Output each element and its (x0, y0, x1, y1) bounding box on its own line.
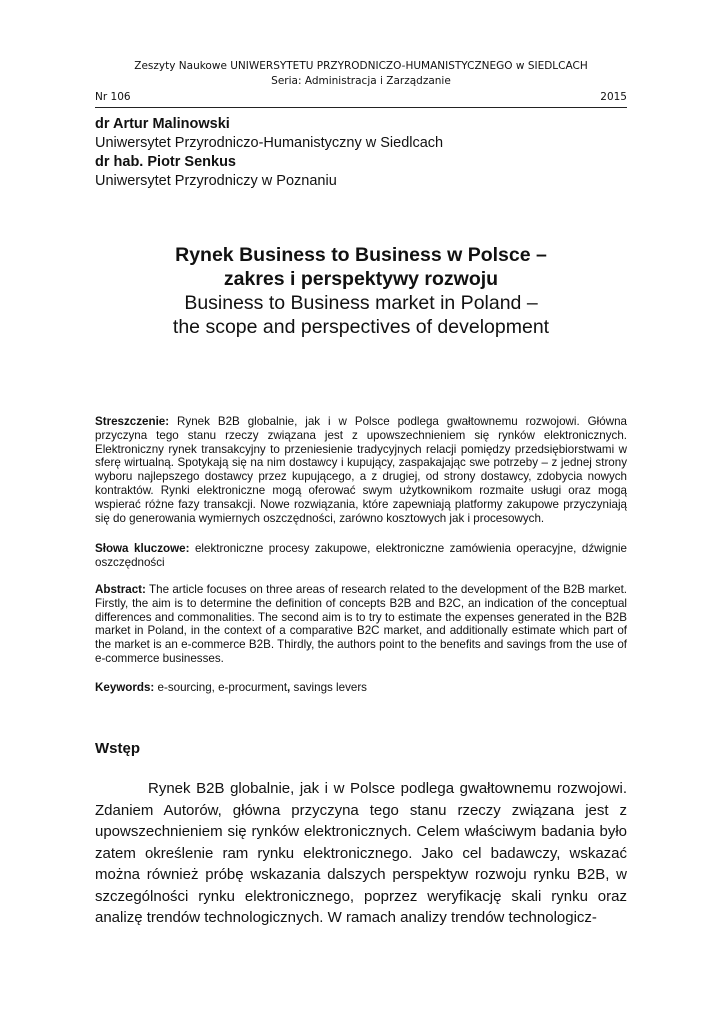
author-name: dr hab. Piotr Senkus (95, 154, 236, 170)
issue-year: 2015 (600, 91, 627, 103)
abstract-en (95, 583, 627, 666)
abstract-pl-label: Streszczenie: (95, 415, 170, 428)
title-pl-line: Rynek Business to Business w Polsce – (175, 244, 547, 266)
journal-series: Seria: Administracja i Zarządzanie (271, 75, 451, 87)
header-divider (95, 107, 627, 108)
keywords-en-item: e-sourcing, e-procurment (157, 681, 288, 694)
intro-paragraph: Rynek B2B globalnie, jak i w Polsce podlega gwałtownemu rozwojowi. Zdaniem Autorów, główna przyczyna tego stanu rzeczy związana jest z upowszechnieniem się rynków elektronicznych. Celem właściwym badania było zatem określenie ram rynku elektronicznego. Jako cel badawczy, wskazać można również próbę wskazania dalszych perspektyw rozwoju rynku B2B, w szczególności rynku elektronicznego, poprzez weryfikację skali rynku oraz analizę trendów technologicznych. W ramach analizy trendów technologicz- (95, 780, 627, 926)
issue-meta (95, 90, 627, 104)
journal-header (95, 59, 627, 89)
issue-number: Nr 106 (95, 91, 131, 103)
author-list (95, 115, 627, 191)
author-name: dr Artur Malinowski (95, 116, 230, 132)
paper-title (95, 243, 627, 339)
title-en-line: the scope and perspectives of development (172, 316, 550, 338)
keywords-pl-text: elektroniczne procesy zakupowe, elektroniczne zamówienia operacyjne, dźwignie oszczędności (95, 542, 627, 569)
keywords-pl (95, 542, 627, 570)
author-affiliation: Uniwersytet Przyrodniczy w Poznaniu (95, 173, 337, 189)
abstract-pl (95, 415, 627, 525)
keywords-en-label: Keywords: (95, 681, 155, 694)
keywords-en-item: savings levers (293, 681, 367, 694)
keywords-en-separator: , (287, 681, 291, 694)
keywords-pl-label: Słowa kluczowe: (95, 542, 190, 555)
title-pl-line: zakres i perspektywy rozwoju (223, 268, 499, 290)
abstract-pl-text: Rynek B2B globalnie, jak i w Polsce podlega gwałtownemu rozwojowi. Główna przyczyna tego stanu rzeczy związana jest z upowszechnieniem się rynków elektronicznych. Elektroniczny rynek transakcyjny to przeniesienie tradycyjnych relacji pomiędzy przedsiębiorstwami w sferę wirtualną. Spotykają się na nim dostawcy i kupujący, zaspakajając swe potrzeby – z jednej strony wyboru najlepszego dostawcy przez kupującego, a z drugiej, od strony dostawcy, zdobycia nowych kontraktów. Rynki elektroniczne mogą oferować swym użytkownikom rozmaite usługi oraz mogą wspierać różne fazy transakcji. Nowe rozwiązania, które zapewniają platformy zakupowe przyczyniają się do generowania wymiernych oszczędności, zarówno kosztowych jak i procesowych. (95, 415, 627, 525)
author-affiliation: Uniwersytet Przyrodniczo-Humanistyczny w Siedlcach (95, 135, 444, 151)
title-en-line: Business to Business market in Poland – (184, 292, 538, 314)
journal-title: Zeszyty Naukowe UNIWERSYTETU PRZYRODNICZO-HUMANISTYCZNEGO w SIEDLCACH (134, 60, 588, 72)
keywords-en (95, 681, 627, 695)
abstract-en-text: The article focuses on three areas of research related to the development of the B2B market. Firstly, the aim is to determine the definition of concepts B2B and B2C, an indication of the conceptual differences and commonalities. The second aim is to try to estimate the expenses generated in the B2B market in Poland, in the context of a comparative B2C market, and additionally estimate which part of the market is an e-commerce B2B. Thirdly, the authors point to the benefits and savings from the use of e-commerce businesses. (95, 583, 628, 665)
section-heading: Wstęp (95, 740, 140, 757)
abstract-en-label: Abstract: (95, 583, 146, 596)
